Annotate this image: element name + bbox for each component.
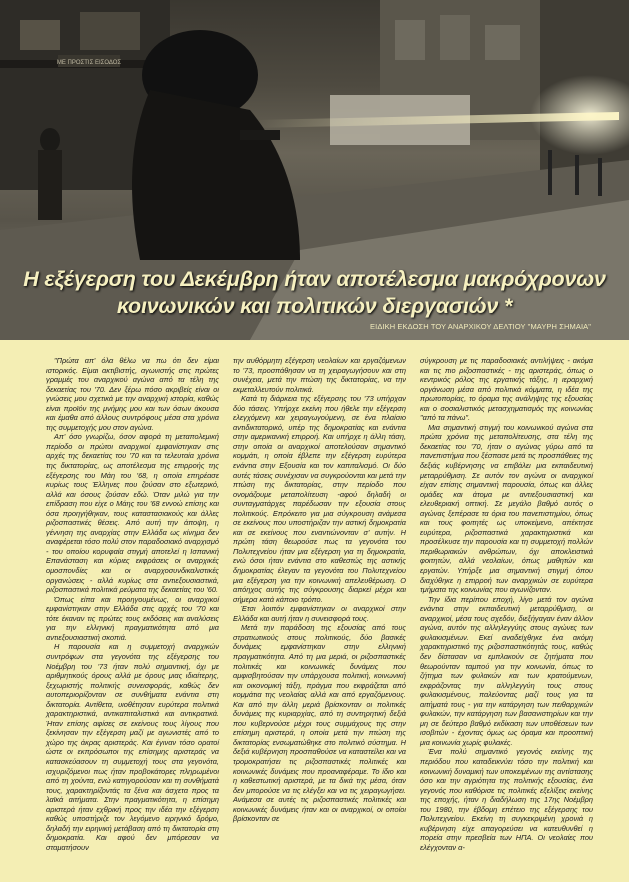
column-3	[420, 356, 593, 852]
paragraph: Όπως είπα και προηγουμένως, οι αναρχικοί εμφανίστηκαν στην Ελλάδα στις αρχές του '70 και τότε έκαναν τις πρώτες τους εκδόσεις και αναλύσεις για την ελληνική πραγματικότητα από μια αντιεξουσιαστική σκοπιά.	[46, 594, 219, 642]
paragraph: Έτσι λοιπόν εμφανίστηκαν οι αναρχικοί στην Ελλάδα και αυτή ήταν η συνεισφορά τους.	[233, 604, 406, 623]
headline	[0, 266, 629, 320]
hero-photo	[0, 0, 629, 340]
paragraph: Απ' όσο γνωρίζω, όσον αφορά τη μεταπολεμική περίοδο οι πρώτοι αναρχικοί εμφανίστηκαν στις αρχές της δεκαετίας του '70 και τα τελευταία χρόνια της δικτατορίας, ως αποτέλεσμα της επιρροής της εξέγερσης του Μάη του '68, η οποία επηρέασε κυρίως τους Έλληνες που ζούσαν στο εξωτερικό, αλλά και όσους ζούσαν εδώ. Όταν μιλώ για την επίδραση που είχε ο Μάης του '68 εννοώ επίσης και όσα προηγήθηκαν, τους καταστασιακούς και άλλες ριζοσπαστικές θέσεις. Από αυτή την άποψη, η γέννηση της αναρχίας στην Ελλάδα ως κίνημα δεν αναφέρεται τόσο πολύ στον παραδοσιακό αναρχισμό - του οποίου κορυφαία στιγμή αποτελεί η Ισπανική Επανάσταση και κύριες εκφράσεις οι αναρχικές ομοσπονδίες και οι αναρχοσυνδικαλιστικές οργανώσεις - αλλά κυρίως στα αντιεξουσιαστικά, ριζοσπαστικά πολιτικά ρεύματα της δεκαετίας του '60.	[46, 432, 219, 595]
article-body	[46, 356, 593, 852]
column-1	[46, 356, 219, 852]
headline-line-2: κοινωνικών και πολιτικών διεργασιών *	[116, 294, 513, 318]
column-2	[233, 356, 406, 852]
headline-line-1: Η εξέγερση του Δεκέμβρη ήταν αποτέλεσμα μακρόχρονων	[23, 267, 606, 291]
building-sign-text: ΜΕ ΠΡΟΣΤΙΣ ΕΙΣΟΔΟΣ	[56, 60, 122, 66]
paragraph: την αυθόρμητη εξέγερση νεολαίων και εργαζόμενων το '73, προσπάθησαν να τη χειραγωγήσουν και στη συνέχεια, μετά την πτώση της δικτατορίας, να την εκμεταλλευτούν πολιτικά.	[233, 356, 406, 394]
paragraph: σύγκρουση με τις παραδοσιακές αντιλήψεις - ακόμα και τις πιο ριζοσπαστικές - της αριστεράς, όπως ο κεντρικός ρόλος της εργατικής τάξης, η ιεραρχική οργάνωση μέσα από πολιτικά κόμματα, η ιδέα της πρωτοπορίας, το όραμα της ανάληψης της εξουσίας και ο σοσιαλιστικός μετασχηματισμός της κοινωνίας "από τα πάνω".	[420, 356, 593, 423]
paragraph: Κατά τη διάρκεια της εξέγερσης του '73 υπήρχαν δύο τάσεις. Υπήρχε εκείνη που ήθελε την εξέγερση ελεγχόμενη και χειραγωγούμενη, σε ένα πλαίσιο αντιδικτατορικό, υπέρ της δημοκρατίας και ενάντια στην αμερικανική επιρροή. Και υπήρχε η άλλη τάση, στην οποία οι αναρχικοί αποτελούσαν σημαντικό κομμάτι, η οποία έβλεπε την εξέγερση ευρύτερα ενάντια στην Εξουσία και τον καπιταλισμό. Οι δύο αυτές τάσεις συνέχισαν να συγκρούονται και μετά την πτώση της δικτατορίας, στην περίοδο που ονομάζουμε μεταπολίτευση -αφού δηλαδή οι συνταγματάρχες παρέδωσαν την εξουσία στους πολιτικούς. Επρόκειτο για μια σύγκρουση ανάμεσα σε εκείνους που υποστήριζαν την αστική δημοκρατία και σε εκείνους που εναντιώνονταν σ' αυτήν. Η πρώτη τάση θεωρούσε πως τα γεγονότα του Πολυτεχνείου ήταν μια εξέγερση για τη δημοκρατία, ενώ όσοι ήταν ενάντια στο καθεστώς της αστικής δημοκρατίας έλεγαν τα γεγονότα του Πολυτεχνείου μια εξέγερση για την κοινωνική απελευθέρωση. Ο απόηχος αυτής της σύγκρουσης διαρκεί μέχρι και σήμερα κατά κάποιο τρόπο.	[233, 394, 406, 604]
paragraph: Την ίδια περίπου εποχή, λίγο μετά τον αγώνα ενάντια στην εκπαιδευτική μεταρρύθμιση, οι αναρχικοί, μέσα τους σχεδόν, διεξήγαγαν έναν άλλον αγώνα, αυτόν της αλληλεγγύης στους αγώνες των φυλακισμένων. Εκεί αναδείχθηκε ένα ακόμη χαρακτηριστικό της ριζοσπαστικότητάς τους, καθώς δεν δίστασαν να εμπλακούν σε ζητήματα που θεωρούνταν ταμπού για την κοινωνία, όπως το ζήτημα των φυλακών και των κρατούμενων, εκφράζοντας την αλληλεγγύη τους στους φυλακισμένους, παλεύοντας μαζί τους για τα αιτήματά τους - για την κατάργηση των πειθαρχικών φυλακών, την κατάργηση των βασανιστηρίων και την μη σε δεύτερο βαθμό εκδίκαση των υποθέσεων των ισοβιτών - έχοντας όμως ως όραμα και προοπτική μια κοινωνία χωρίς φυλακές.	[420, 594, 593, 747]
paragraph: Ένα πολύ σημαντικό γεγονός εκείνης της περιόδου που καταδεικνύει τόσο την πολιτική και κοινωνική δυναμική των υποκειμένων της αντίστασης όσο και την αγριότητα της πολιτικής εξουσίας, ένα γεγονός που καθόρισε τις πολιτικές εξελίξεις εκείνης της εποχής, ήταν η διαδήλωση της 17ης Νοέμβρη του 1980, την έβδομη επέτειο της εξέγερσης του Πολυτεχνείου. Εκείνη τη συγκεκριμένη χρονιά η κυβέρνηση είχε απαγορεύσει να κατευθυνθεί η πορεία στην πρεσβεία των ΗΠΑ. Οι νεολαίες που ελέγχονταν α-	[420, 747, 593, 852]
paragraph: Μετά την παράδοση της εξουσίας από τους στρατιωτικούς στους πολιτικούς, δύο βασικές δυνάμεις εμφανίστηκαν στην ελληνική πραγματικότητα. Από τη μια μεριά, οι ριζοσπαστικές πολιτικές και κοινωνικές δυνάμεις που αμφισβητούσαν την υπάρχουσα πολιτική, κοινωνική και οικονομική τάξη, πράγμα που εκφράζεται από κομμάτια της νεολαίας αλλά και από εργαζόμενους. Και από την άλλη μεριά βρίσκονταν οι πολιτικές δυνάμεις της κυριαρχίας, από τη συντηρητική δεξιά που κυβερνούσε μέχρι τους συμμάχους της στην επίσημη αριστερά, η οποία μετά την πτώση της δικτατορίας ενσωματώθηκε στο πολιτικό σύστημα. Η δεξιά κυβέρνηση προσπαθούσε να καταστείλει και να τρομοκρατήσει τις ριζοσπαστικές πολιτικές και κοινωνικές δυνάμεις που προαναφέραμε. Το ίδιο και η καθεστωτική αριστερά, με τα δικά της μέσα, όταν δεν μπορούσε να τις ελέγξει και να τις χειραγωγήσει. Ανάμεσα σε αυτές τις ριζοσπαστικές πολιτικές και κοινωνικές δυνάμεις ήταν και οι αναρχικοί, οι οποίοι βρίσκονταν σε	[233, 623, 406, 824]
edition-note: ΕΙΔΙΚΗ ΕΚΔΟΣΗ ΤΟΥ ΑΝΑΡΧΙΚΟΥ ΔΕΛΤΙΟΥ "ΜΑΥΡΗ ΣΗΜΑΙΑ"	[370, 322, 591, 331]
paragraph: Μια σημαντική στιγμή του κοινωνικού αγώνα στα πρώτα χρόνια της μεταπολίτευσης, στα τέλη της δεκαετίας του '70, ήταν ο αγώνας γύρω από τα πανεπιστήμια που ξέσπασε μετά τις προσπάθειες της δεξιάς κυβέρνησης να επιβάλει μια εκπαιδευτική μεταρρύθμιση. Σε αυτόν τον αγώνα οι αναρχικοί είχαν επίσης σημαντική παρουσία, όπως και άλλες ομάδες και άτομα με αντιεξουσιαστική και ελευθεριακή οπτική. Σε μεγάλο βαθμό αυτός ο αγώνας ξεπέρασε τα όρια του πανεπιστημίου, όπως και τους φοιτητές ως υποκείμενο, απέκτησε ευρύτερα, ριζοσπαστικά χαρακτηριστικά και προσέλκυσε την παρουσία και τη συμμετοχή πολλών περιθωριακών ανθρώπων, όχι αποκλειστικά φοιτητών, αλλά νεολαίων, όπως μαθητών και εργατών. Υπήρξε μια σημαντική στιγμή όπου διαχύθηκε η επιρροή των αναρχικών σε ευρύτερα τμήματα της κοινωνίας που αγωνίζονταν.	[420, 422, 593, 595]
paragraph: "Πρώτα απ' όλα θέλω να πω ότι δεν είμαι ιστορικός. Είμαι ακτιβιστής, αγωνιστής στις πρώτες γραμμές του αναρχικού αγώνα από τα τέλη της δεκαετίας του '70. Δεν ξέρω πόσο ακριβείς είναι οι γνώσεις μου σχετικά με την αναρχική ιστορία, καθώς είναι προϊόν της μνήμης μου και των όσων άκουσα και έμαθα από άλλους συντρόφους μέσα στα χρόνια της συμμετοχής μου στον αγώνα.	[46, 356, 219, 432]
paragraph: Η παρουσία και η συμμετοχή αναρχικών συντρόφων στα γεγονότα της εξέγερσης του Νοέμβρη του '73 ήταν πολύ σημαντική, όχι με αριθμητικούς όρους αλλά με όρους μιας ιδιαίτερης, ξεχωριστής πολιτικής συνεισφοράς, καθώς δεν αυτοπεριορίζονταν σε συνθήματα ενάντια στη δικτατορία. Αντίθετα, υιοθέτησαν ευρύτερα πολιτικά χαρακτηριστικά, αντικαπιταλιστικά και αντικρατικά. Ήταν επίσης αφίσες σε εκείνους τους λίγους που ξεκίνησαν την εξέγερση μαζί με αγωνιστές από το χώρο της άκρας αριστεράς. Και έγιναν τόσο ορατοί ώστε οι εκπρόσωποι της επίσημης αριστεράς να κατασκεύασουν τη συμμετοχή τους στα γεγονότα, ισχυριζόμενοι πως ήταν προβοκάτορες πληρωμένοι από τη χούντα, ενώ κατηγορούσαν και τη συνθήματά τους, χαρακτηρίζοντάς τα ξένα και άσχετα προς τα λαϊκά αιτήματα. Στην πραγματικότητα, η επίσημη αριστερά ήταν εχθρική προς την ιδέα την εξέγερση καθώς υποστήριζε τον λεγόμενο ειρηνικό δρόμο, δηλαδή την ειρηνική μετάβαση από τη δικτατορία στη δημοκρατία. Και αφού δεν μπόρεσαν να σταματήσουν	[46, 642, 219, 852]
